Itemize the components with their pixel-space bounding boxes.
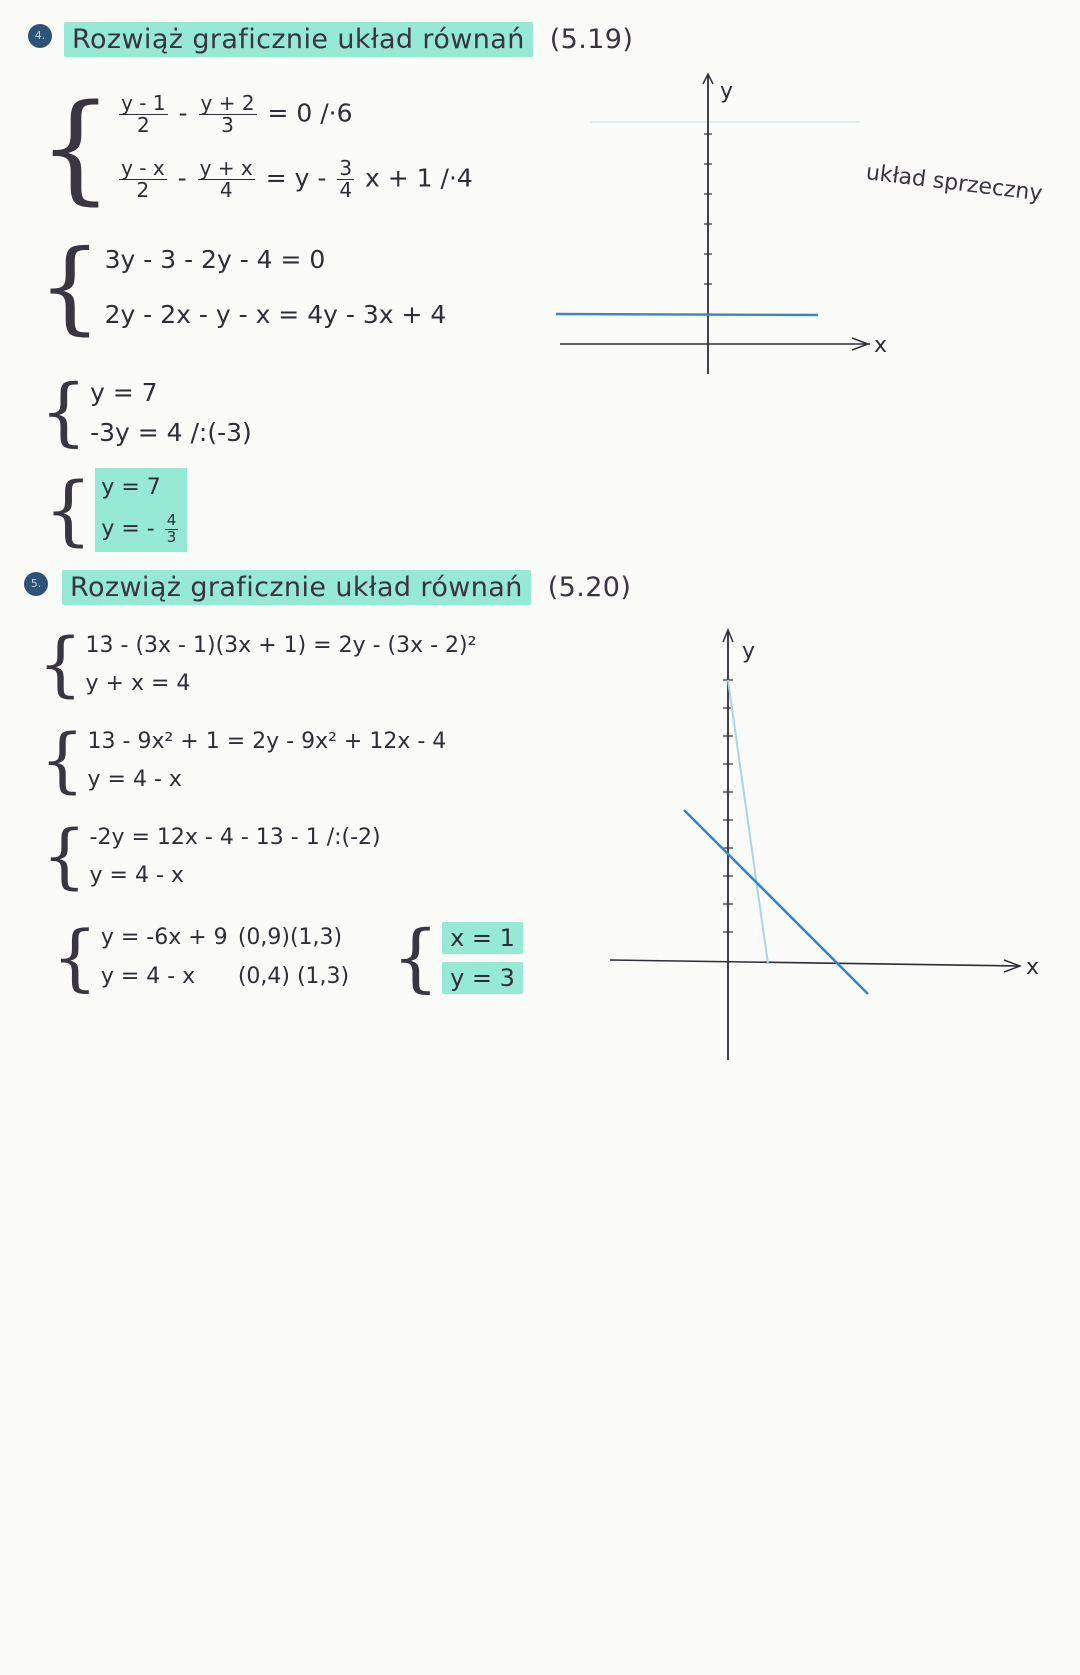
task4-s4-eq2: y = - $\frac{4}{3}$ — [101, 510, 177, 546]
task4-s1-eq2: $\frac{y - x}{2}$ - $\frac{y + x}{4}$ = y - $\frac{3}{4}$ x + 1 /·4 — [121, 156, 473, 202]
task5-s3-eq1: -2y = 12x - 4 - 13 - 1 /:(-2) — [89, 824, 381, 850]
x-axis-label: x — [874, 333, 888, 358]
task5-s4-eq2: y = 4 - x (0,4) (1,3) — [100, 964, 350, 989]
task4-s2-eq1: 3y - 3 - 2y - 4 = 0 — [104, 245, 326, 274]
task5-number-badge: 5. — [24, 572, 48, 596]
task5-graph — [610, 622, 1050, 1062]
system-brace: { — [38, 78, 114, 216]
task5-s2-eq1: 13 - 9x² + 1 = 2y - 9x² + 12x - 4 — [87, 728, 447, 754]
task4-system-2 — [38, 228, 447, 345]
solution-x: x = 1 — [442, 924, 523, 952]
task5-system-2 — [40, 719, 447, 801]
solution-y: y = 3 — [442, 964, 523, 992]
system-brace: { — [52, 915, 98, 999]
task4-s3-eq2: -3y = 4 /:(-3) — [90, 417, 252, 447]
task4-s1-eq1: $\frac{y - 1}{2}$ - $\frac{y + 2}{3}$ = 0 /·6 — [121, 91, 353, 137]
task5-s2-eq2: y = 4 - x — [87, 766, 182, 792]
task5-s1-eq1: 13 - (3x - 1)(3x + 1) = 2y - (3x - 2)² — [85, 632, 477, 658]
task4-number-badge: 4. — [28, 24, 52, 48]
system-brace: { — [44, 465, 93, 554]
task5-s3-eq2: y = 4 - x — [89, 862, 184, 888]
system-brace: { — [40, 369, 88, 455]
task5-system-3 — [42, 815, 381, 897]
task4-s2-eq2: 2y - 2x - y - x = 4y - 3x + 4 — [104, 300, 447, 329]
task4-title — [64, 24, 633, 55]
task4-s4-eq1: y = 7 — [101, 474, 161, 500]
line-y-equals-7 — [556, 314, 818, 315]
task5-title-text: Rozwiąż graficznie układ równań — [62, 570, 531, 605]
task5-s1-eq2: y + x = 4 — [85, 670, 191, 696]
task5-system-4 — [52, 915, 350, 999]
task4-s3-eq1: y = 7 — [90, 377, 158, 407]
system-brace: { — [38, 228, 102, 345]
system-brace: { — [38, 623, 83, 705]
task4-ref: (5.19) — [549, 24, 634, 55]
task5-s4-eq1: y = -6x + 9 (0,9)(1,3) — [100, 925, 343, 950]
system-brace: { — [392, 915, 440, 1001]
task4-system-1 — [38, 78, 473, 216]
task5-solution — [392, 915, 523, 1001]
system-brace: { — [42, 815, 87, 897]
y-axis-label: y — [742, 639, 756, 664]
task5-title — [62, 572, 631, 603]
task4-system-4 — [44, 465, 187, 554]
y-axis-label: y — [720, 79, 734, 104]
task4-title-text: Rozwiąż graficznie układ równań — [64, 22, 533, 57]
x-axis — [610, 960, 1020, 966]
task5-system-1 — [38, 623, 477, 705]
line-y-minus-6x-plus-9 — [728, 680, 768, 964]
line-y-4-minus-x — [684, 810, 868, 994]
task4-note-inconsistent: układ sprzeczny — [864, 160, 1044, 207]
task4-system-3 — [40, 369, 252, 455]
x-axis-label: x — [1026, 955, 1040, 980]
system-brace: { — [40, 719, 85, 801]
task4-graph — [550, 70, 910, 390]
task5-ref: (5.20) — [547, 572, 632, 603]
